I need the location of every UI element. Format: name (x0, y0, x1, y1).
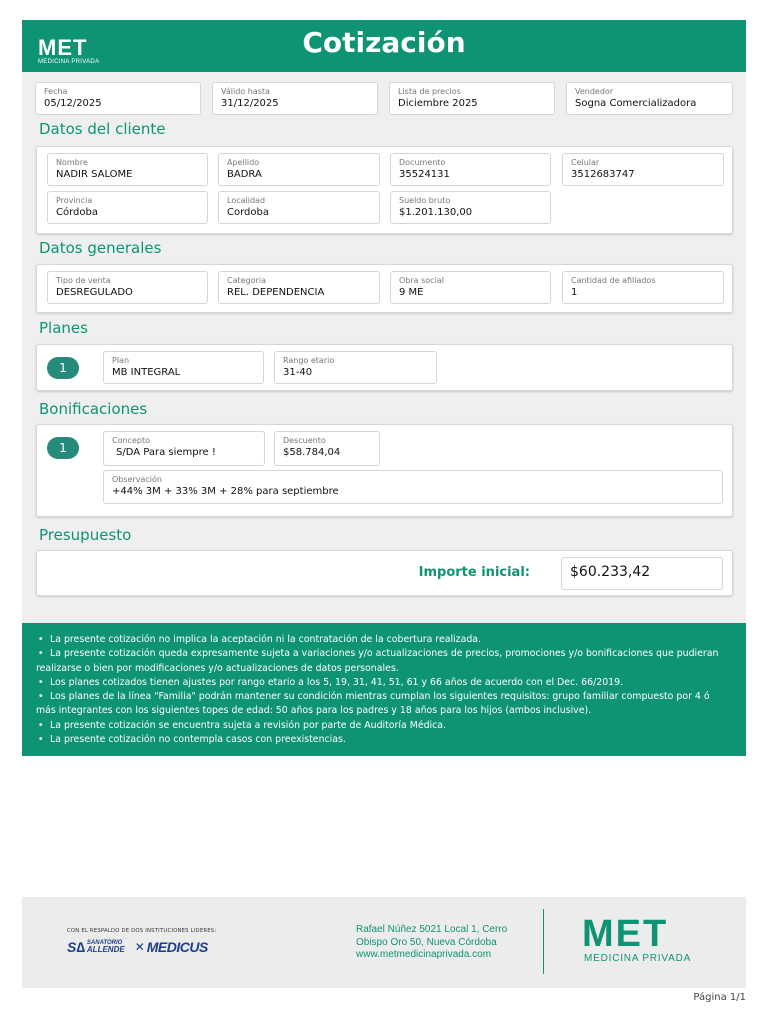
note-text: La presente cotización no implica la aceptación ni la contratación de la cobertura realizada. (50, 634, 482, 645)
field-label: Tipo de venta (56, 276, 111, 285)
medicus-icon: ✕ (134, 940, 145, 954)
field-sueldo-bruto (390, 191, 551, 224)
sanatorio-line2: ALLENDE (86, 945, 125, 954)
field-apellido (218, 153, 380, 186)
bullet: • (38, 691, 44, 703)
footer-met-logo-sub: MEDICINA PRIVADA (584, 953, 692, 964)
field-label: Vendedor (575, 87, 614, 96)
footer-met-logo: MET (582, 913, 669, 955)
sanatorio-line1: SANATORIO (86, 940, 123, 946)
page-number: Página 1/1 (693, 992, 746, 1003)
field-value: REL. DEPENDENCIA (227, 287, 325, 298)
field-cantidad-afiliados (562, 271, 724, 304)
respaldo-text: CON EL RESPALDO DE DOS INSTITUCIONES LIDERES: (67, 928, 217, 934)
field-categoria (218, 271, 380, 304)
field-value: 9 ME (399, 287, 424, 298)
address-block (356, 924, 507, 962)
note-item (36, 676, 732, 690)
note-item (36, 633, 732, 647)
note-item (36, 733, 732, 747)
field-value: 35524131 (399, 169, 450, 180)
field-documento (390, 153, 551, 186)
field-label: Obra social (399, 276, 444, 285)
note-item (36, 647, 732, 676)
field-value: 1 (571, 287, 578, 298)
field-obra-social (390, 271, 551, 304)
field-label: Sueldo bruto (399, 196, 451, 205)
field-value: 05/12/2025 (44, 98, 102, 109)
field-label: Localidad (227, 196, 266, 205)
field-label: Válido hasta (221, 87, 270, 96)
field-value: BADRA (227, 169, 262, 180)
field-nombre (47, 153, 208, 186)
disclaimer-notes (22, 623, 746, 756)
importe-inicial-value: $60.233,42 (561, 557, 723, 590)
field-valido-hasta (212, 82, 378, 115)
sanatorio-allende-icon: S∆ (67, 939, 85, 955)
field-label: Descuento (283, 436, 326, 445)
field-tipo-venta (47, 271, 208, 304)
field-label: Cantidad de afiliados (571, 276, 656, 285)
note-text: Los planes cotizados tienen ajustes por rango etario a los 5, 19, 31, 41, 51, 61 y 66 años de acuerdo con el Dec. 66/2019. (50, 676, 624, 688)
field-label: Concepto (112, 436, 150, 445)
field-label: Nombre (56, 158, 88, 167)
field-value: 31/12/2025 (221, 98, 279, 109)
field-value: 31-40 (283, 367, 313, 378)
field-label: Lista de precios (398, 87, 461, 96)
panel-planes (36, 344, 733, 391)
importe-inicial-label: Importe inicial: (418, 565, 530, 580)
bullet: • (38, 676, 44, 688)
bullet: • (38, 648, 44, 660)
field-value: MB INTEGRAL (112, 367, 181, 378)
medicus-logo: MEDICUS (146, 939, 208, 955)
field-lista-precios (389, 82, 555, 115)
logo-main-text: MET (38, 35, 88, 60)
note-text: La presente cotización no contempla casos con preexistencias. (50, 734, 346, 746)
field-rango-etario (274, 351, 437, 384)
field-label: Observación (112, 475, 162, 484)
field-label: Categoria (227, 276, 266, 285)
sanatorio-allende-logo (87, 940, 125, 954)
field-localidad (218, 191, 380, 224)
field-concepto (103, 431, 265, 466)
field-value: Diciembre 2025 (398, 98, 478, 109)
field-fecha (35, 82, 201, 115)
address-line: Rafael Núñez 5021 Local 1, Cerro (356, 924, 508, 935)
field-label: Provincia (56, 196, 93, 205)
bullet: • (38, 719, 44, 731)
field-vendedor (566, 82, 733, 115)
field-value: $58.784,04 (283, 447, 341, 458)
field-label: Plan (112, 356, 130, 365)
section-title-generales: Datos generales (39, 239, 162, 257)
institutions-logos (67, 939, 208, 955)
field-value: +44% 3M + 33% 3M + 28% para septiembre (112, 486, 339, 497)
bullet: • (38, 734, 44, 746)
field-value: Sogna Comercializadora (575, 98, 697, 109)
note-text: Los planes de la línea "Familia" podrán mantener su condición mientras cumplan los siguientes requisitos: grupo familiar compuesto por 4 ó más integrantes con los siguientes topes de edad: 50 años para los padres y 18 años para los hijos (ambos inclusive). (36, 691, 710, 717)
note-item (36, 719, 732, 733)
note-text: La presente cotización queda expresamente sujeta a variaciones y/o actualizaciones de precios, promociones y/o bonificaciones que pudieran realizarse o bien por modificaciones y/o actualizaciones de datos personales. (36, 648, 719, 674)
field-value: DESREGULADO (56, 287, 133, 298)
panel-presupuesto (36, 550, 733, 596)
field-plan (103, 351, 264, 384)
website-link[interactable]: www.metmedicinaprivada.com (356, 949, 492, 960)
field-provincia (47, 191, 208, 224)
section-title-planes: Planes (39, 319, 88, 337)
bonificacion-number-badge: 1 (47, 437, 79, 459)
field-descuento (274, 431, 380, 466)
bullet: • (38, 634, 44, 645)
note-item (36, 690, 732, 719)
field-observacion (103, 470, 723, 504)
section-title-bonificaciones: Bonificaciones (39, 400, 148, 418)
field-value: S/DA Para siempre ! (116, 447, 216, 458)
footer-divider (543, 909, 544, 974)
field-value: Cordoba (227, 207, 269, 218)
field-label: Documento (399, 158, 446, 167)
field-celular (562, 153, 724, 186)
note-text: La presente cotización se encuentra sujeta a revisión por parte de Auditoría Médica. (50, 719, 447, 731)
panel-cliente (36, 146, 733, 234)
field-value: $1.201.130,00 (399, 207, 473, 218)
field-label: Celular (571, 158, 600, 167)
logo-sub-text: MEDICINA PRIVADA (38, 59, 100, 65)
quote-content (22, 72, 746, 623)
field-value: 3512683747 (571, 169, 635, 180)
panel-bonificaciones (36, 424, 733, 517)
field-label: Apellido (227, 158, 260, 167)
field-label: Fecha (44, 87, 68, 96)
section-title-cliente: Datos del cliente (39, 120, 166, 138)
field-label: Rango etario (283, 356, 335, 365)
plan-number-badge: 1 (47, 357, 79, 379)
document-title: Cotización (302, 26, 466, 59)
section-title-presupuesto: Presupuesto (39, 526, 132, 544)
field-value: NADIR SALOME (56, 169, 133, 180)
page-footer (22, 897, 746, 988)
document-header (22, 20, 746, 72)
address-line: Obispo Oro 50, Nueva Córdoba (356, 936, 497, 948)
panel-generales (36, 264, 733, 313)
field-value: Córdoba (56, 207, 98, 218)
